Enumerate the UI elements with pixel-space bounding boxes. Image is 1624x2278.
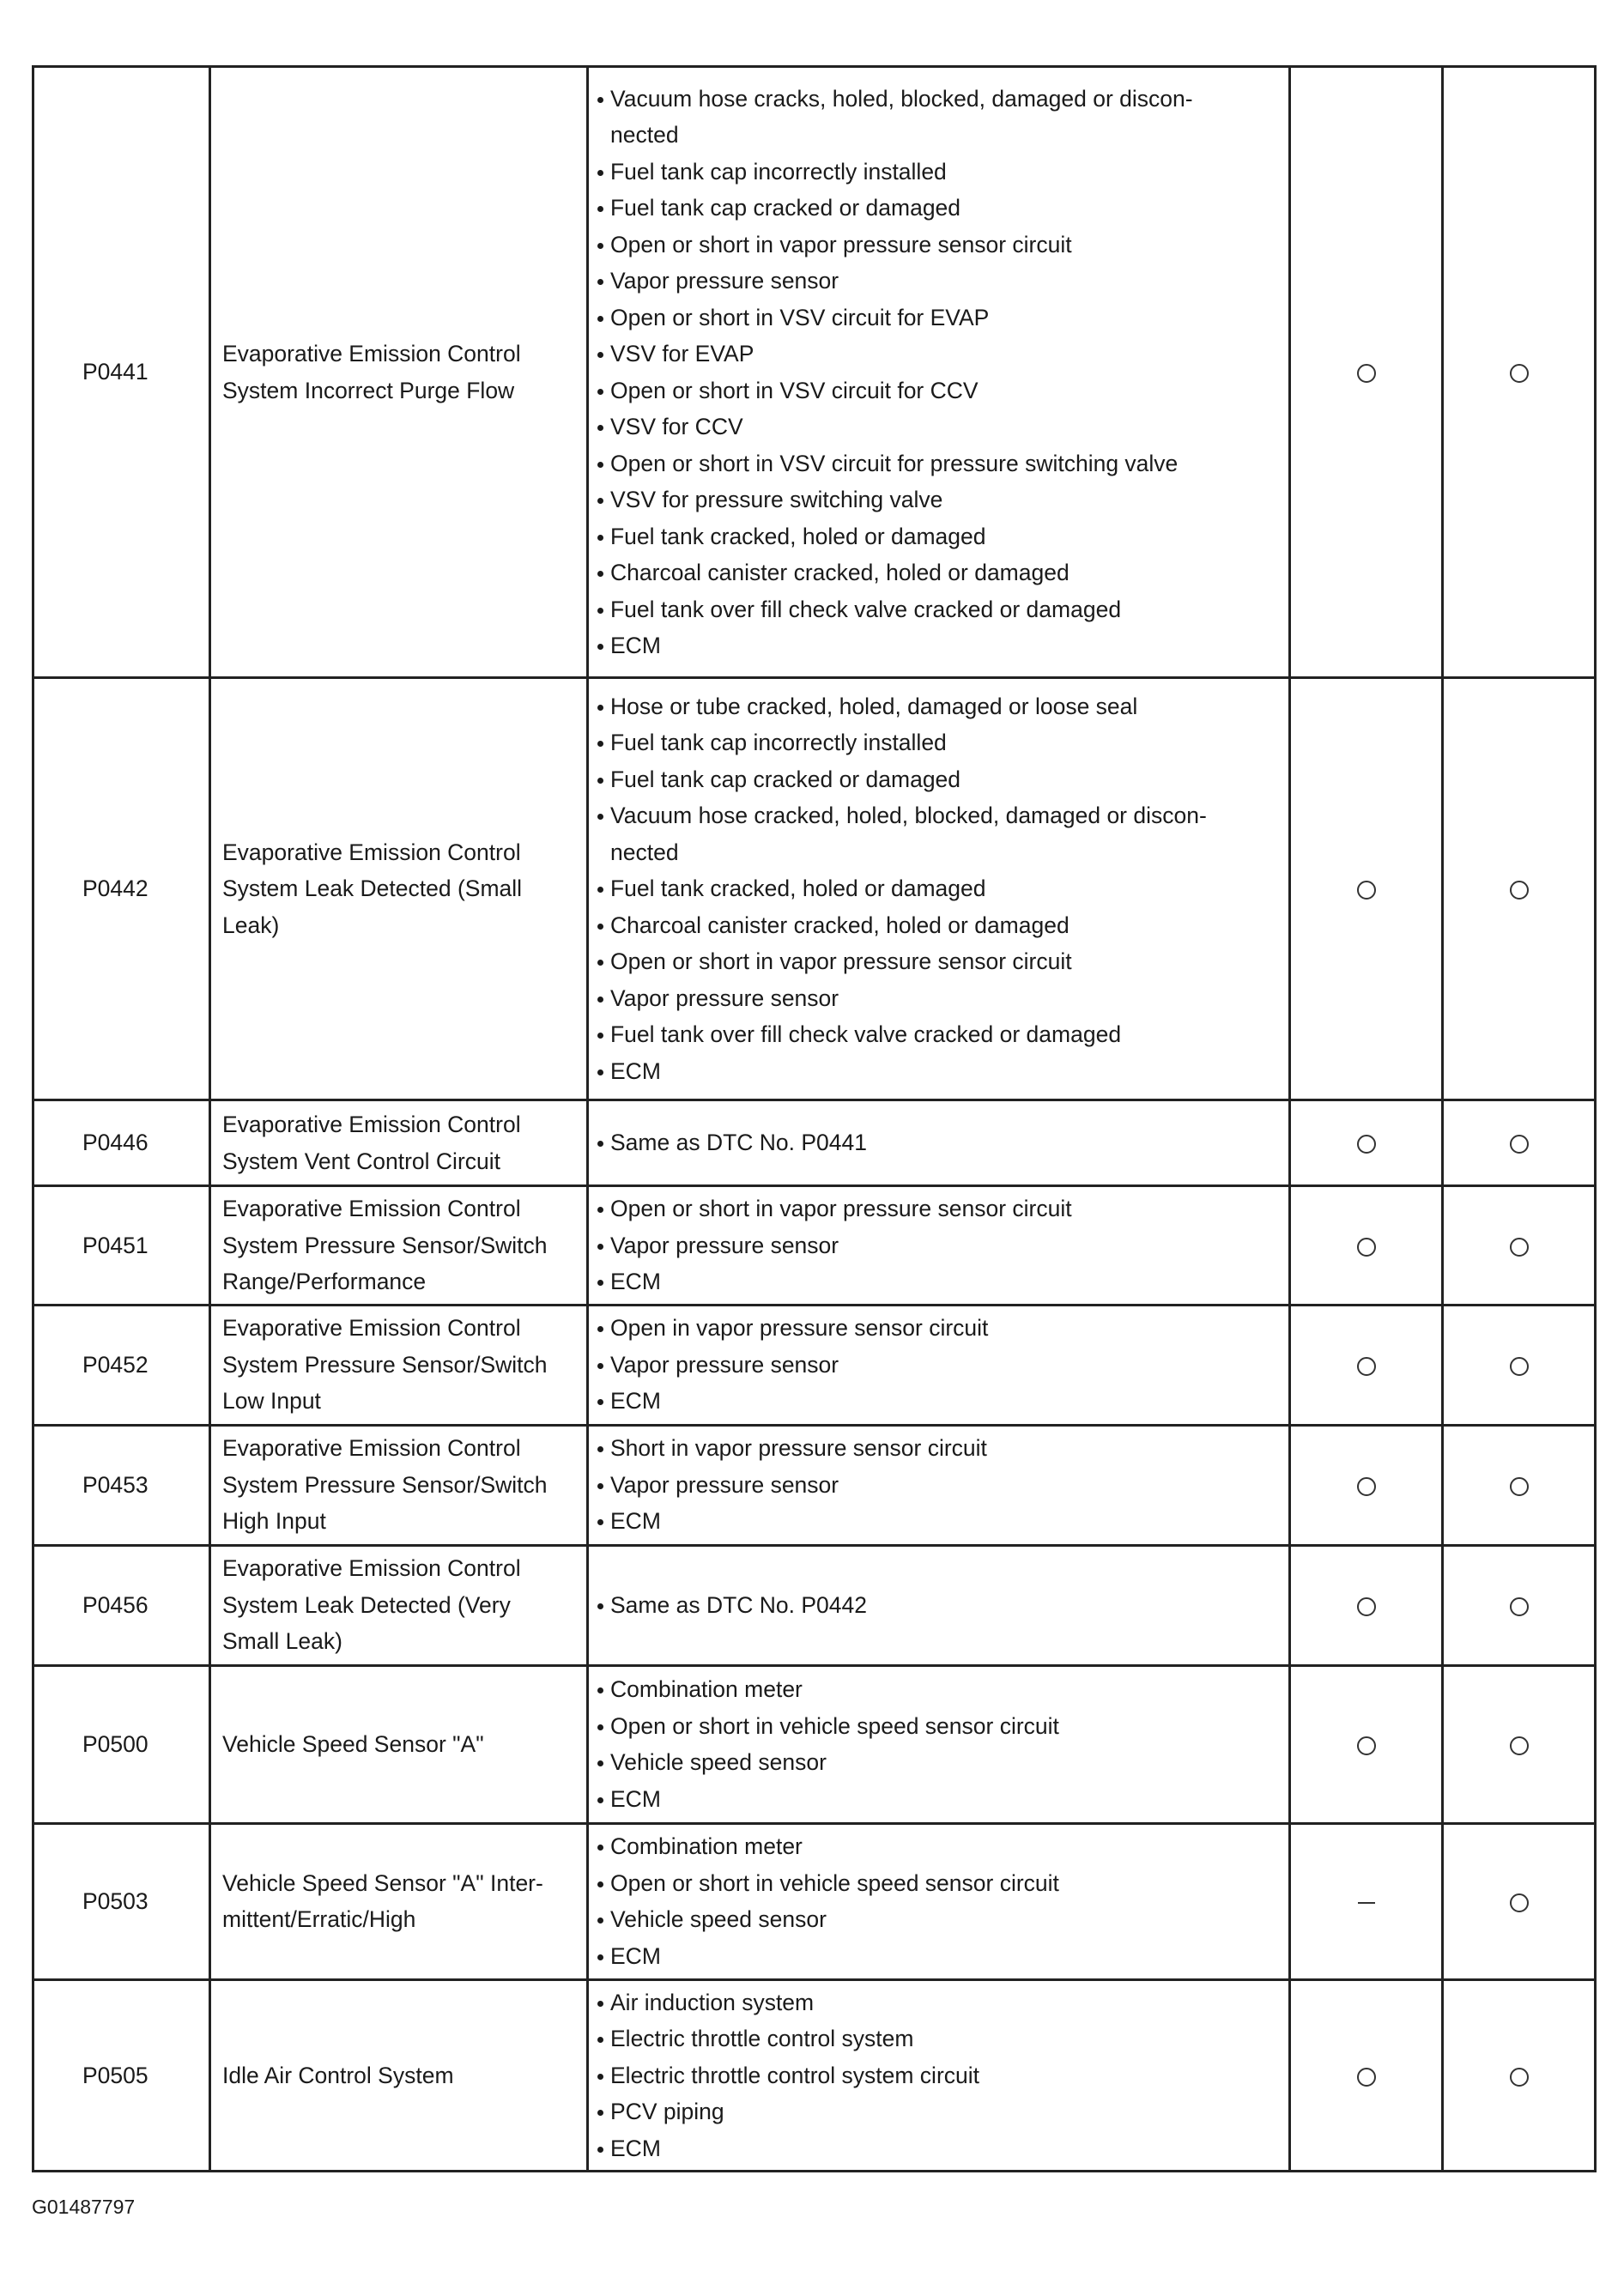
list-item: Charcoal canister cracked, holed or damaged [596,554,1282,591]
list-item: ECM [596,1263,1282,1300]
memory-cell [1443,1305,1596,1425]
mil-cell [1290,1100,1443,1186]
list-item: Vapor pressure sensor [596,263,1282,300]
trouble-area-list [596,1124,1282,1161]
table-row [33,1545,1596,1665]
trouble-area-list [596,1984,1282,2167]
list-item: Open or short in vapor pressure sensor circuit [596,1190,1282,1227]
memory-cell [1443,678,1596,1100]
list-item: VSV for pressure switching valve [596,482,1282,518]
dtc-code: P0453 [82,1471,148,1498]
mil-circle-icon [1357,364,1376,383]
detection-item: Evaporative Emission Control System Incorrect Purge Flow [222,341,521,403]
memory-cell [1443,1100,1596,1186]
memory-cell [1443,1665,1596,1823]
table-row [33,1186,1596,1306]
memory-circle-icon [1510,364,1529,383]
detection-item: Evaporative Emission Control System Pressure Sensor/Switch High Input [222,1435,548,1535]
dtc-code: P0503 [82,1887,148,1914]
trouble-area-cell [588,1823,1290,1979]
memory-circle-icon [1510,1477,1529,1496]
list-item: Vehicle speed sensor [596,1744,1282,1781]
list-item: Vapor pressure sensor [596,1467,1282,1504]
list-item: Fuel tank over fill check valve cracked or damaged [596,591,1282,628]
list-item: Same as DTC No. P0442 [596,1587,1282,1624]
list-item: ECM [596,1503,1282,1540]
mil-circle-icon [1357,1736,1376,1755]
trouble-area-cell [588,1545,1290,1665]
memory-circle-icon [1510,1238,1529,1257]
table-row [33,1979,1596,2172]
mil-circle-icon [1357,1597,1376,1616]
mil-cell [1290,1823,1443,1979]
list-item: ECM [596,1053,1282,1090]
trouble-area-cell [588,1305,1290,1425]
list-item: Electric throttle control system [596,2021,1282,2057]
list-item: Open or short in vapor pressure sensor circuit [596,227,1282,264]
detection-item-cell [210,1545,588,1665]
mil-cell [1290,1186,1443,1306]
mil-cell [1290,67,1443,678]
mil-cell [1290,1979,1443,2172]
dtc-code-cell [33,678,210,1100]
detection-item-cell [210,1186,588,1306]
dtc-code: P0456 [82,1591,148,1618]
memory-circle-icon [1510,881,1529,900]
trouble-area-list [596,1828,1282,1974]
list-item: ECM [596,1781,1282,1818]
detection-item-cell [210,1100,588,1186]
trouble-area-cell [588,67,1290,678]
dtc-code-cell [33,1545,210,1665]
table-row [33,1100,1596,1186]
mil-circle-icon [1357,2068,1376,2087]
list-item: Open or short in VSV circuit for CCV [596,373,1282,409]
memory-cell [1443,1823,1596,1979]
mil-circle-icon [1357,1238,1376,1257]
list-item: Vacuum hose cracks, holed, blocked, damaged or discon- nected [596,81,1282,154]
dtc-code-cell [33,1425,210,1545]
list-item: Open or short in vehicle speed sensor circuit [596,1865,1282,1902]
mil-circle-icon [1357,881,1376,900]
list-item: Vapor pressure sensor [596,1227,1282,1264]
trouble-area-list [596,688,1282,1090]
table-row [33,1665,1596,1823]
mil-circle-icon [1357,1135,1376,1154]
trouble-area-cell [588,1979,1290,2172]
detection-item-cell [210,1665,588,1823]
mil-cell [1290,1305,1443,1425]
table-row [33,67,1596,678]
dtc-code-cell [33,67,210,678]
mil-circle-icon [1357,1477,1376,1496]
dtc-table-body [33,67,1596,2172]
list-item: VSV for CCV [596,409,1282,445]
trouble-area-list [596,1430,1282,1540]
mil-cell [1290,1545,1443,1665]
detection-item-cell [210,67,588,678]
trouble-area-cell [588,1186,1290,1306]
detection-item: Evaporative Emission Control System Pressure Sensor/Switch Range/Performance [222,1196,548,1294]
list-item: VSV for EVAP [596,336,1282,373]
detection-item-cell [210,678,588,1100]
list-item: Fuel tank cap cracked or damaged [596,190,1282,227]
memory-cell [1443,1425,1596,1545]
dtc-code: P0441 [82,359,148,385]
dtc-code: P0451 [82,1232,148,1258]
table-row [33,1305,1596,1425]
list-item: Vapor pressure sensor [596,980,1282,1017]
detection-item-cell [210,1425,588,1545]
mil-circle-icon [1357,1357,1376,1376]
dtc-code-cell [33,1100,210,1186]
memory-cell [1443,1186,1596,1306]
trouble-area-list [596,1310,1282,1420]
memory-circle-icon [1510,1893,1529,1912]
memory-circle-icon [1510,1135,1529,1154]
dtc-code: P0446 [82,1130,148,1156]
list-item: Fuel tank cracked, holed or damaged [596,870,1282,907]
dtc-code: P0505 [82,2062,148,2088]
dtc-code-cell [33,1305,210,1425]
list-item: Fuel tank cap incorrectly installed [596,724,1282,761]
detection-item-cell [210,1305,588,1425]
detection-item: Evaporative Emission Control System Leak Detected (Small Leak) [222,839,523,938]
trouble-area-cell [588,1665,1290,1823]
trouble-area-cell [588,678,1290,1100]
detection-item: Evaporative Emission Control System Pressure Sensor/Switch Low Input [222,1315,548,1415]
list-item: Charcoal canister cracked, holed or damaged [596,907,1282,944]
table-row [33,1823,1596,1979]
dtc-code-cell [33,1823,210,1979]
dtc-code-cell [33,1979,210,2172]
list-item: Air induction system [596,1984,1282,2021]
memory-circle-icon [1510,1357,1529,1376]
trouble-area-list [596,1671,1282,1817]
detection-item: Idle Air Control System [222,2062,454,2088]
list-item: Combination meter [596,1671,1282,1708]
detection-item: Evaporative Emission Control System Vent Control Circuit [222,1112,521,1174]
list-item: Open in vapor pressure sensor circuit [596,1310,1282,1347]
list-item: Open or short in VSV circuit for EVAP [596,300,1282,336]
mil-dash-icon [1358,1902,1375,1904]
list-item: ECM [596,1383,1282,1420]
list-item: Short in vapor pressure sensor circuit [596,1430,1282,1467]
list-item: Electric throttle control system circuit [596,2057,1282,2094]
list-item: Same as DTC No. P0441 [596,1124,1282,1161]
trouble-area-cell [588,1425,1290,1545]
list-item: Fuel tank cracked, holed or damaged [596,518,1282,555]
trouble-area-list [596,81,1282,664]
list-item: Open or short in vapor pressure sensor circuit [596,943,1282,980]
trouble-area-list [596,1190,1282,1300]
memory-circle-icon [1510,2068,1529,2087]
list-item: Fuel tank over fill check valve cracked or damaged [596,1016,1282,1053]
memory-circle-icon [1510,1736,1529,1755]
dtc-code-cell [33,1186,210,1306]
list-item: Open or short in VSV circuit for pressure switching valve [596,445,1282,482]
list-item: Combination meter [596,1828,1282,1865]
list-item: ECM [596,1938,1282,1975]
trouble-area-list [596,1587,1282,1624]
mil-cell [1290,1665,1443,1823]
dtc-code: P0442 [82,875,148,902]
memory-cell [1443,1545,1596,1665]
mil-cell [1290,678,1443,1100]
memory-cell [1443,1979,1596,2172]
memory-circle-icon [1510,1597,1529,1616]
dtc-table [32,65,1597,2172]
list-item: PCV piping [596,2093,1282,2130]
dtc-code: P0500 [82,1730,148,1757]
dtc-code-cell [33,1665,210,1823]
mil-cell [1290,1425,1443,1545]
list-item: Vacuum hose cracked, holed, blocked, damaged or discon- nected [596,797,1282,870]
trouble-area-cell [588,1100,1290,1186]
list-item: Vehicle speed sensor [596,1901,1282,1938]
dtc-code: P0452 [82,1351,148,1378]
list-item: Hose or tube cracked, holed, damaged or loose seal [596,688,1282,725]
detection-item: Vehicle Speed Sensor "A" Inter- mittent/Erratic/High [222,1869,543,1932]
list-item: ECM [596,627,1282,664]
list-item: Vapor pressure sensor [596,1347,1282,1384]
list-item: Fuel tank cap cracked or damaged [596,761,1282,798]
figure-id: G01487797 [32,2196,136,2218]
detection-item: Evaporative Emission Control System Leak Detected (Very Small Leak) [222,1555,521,1655]
table-row [33,678,1596,1100]
table-row [33,1425,1596,1545]
detection-item-cell [210,1823,588,1979]
detection-item-cell [210,1979,588,2172]
list-item: Fuel tank cap incorrectly installed [596,154,1282,191]
memory-cell [1443,67,1596,678]
list-item: Open or short in vehicle speed sensor circuit [596,1708,1282,1745]
detection-item: Vehicle Speed Sensor "A" [222,1730,484,1757]
list-item: ECM [596,2130,1282,2167]
